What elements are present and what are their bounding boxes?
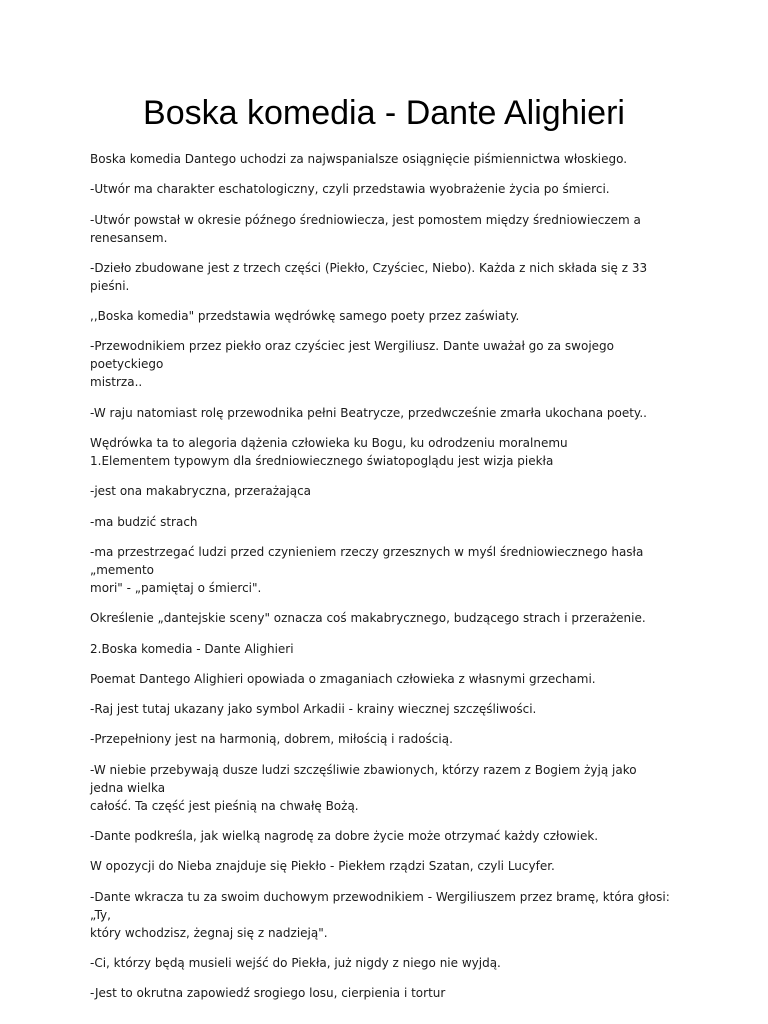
paragraph: -Utwór ma charakter eschatologiczny, czyli przedstawia wyobrażenie życia po śmierci. [90,182,610,197]
paragraph: -Ci, którzy będą musieli wejść do Piekła, już nigdy z niego nie wyjdą. [90,955,501,970]
paragraph: Wędrówka ta to alegoria dążenia człowieka ku Bogu, ku odrodzeniu moralnemu [90,436,568,451]
document-body [90,150,670,1015]
paragraph: -Dante podkreśla, jak wielką nagrodę za dobre życie może otrzymać każdy człowiek. [90,829,599,844]
paragraph: -W raju natomiast rolę przewodnika pełni Beatrycze, przedwcześnie zmarła ukochana poety.. [90,405,647,420]
paragraph: -Dzieło zbudowane jest z trzech części (Piekło, Czyściec, Niebo). Każda z nich składa się z 33 pieśni. [90,260,648,293]
paragraph: 1.Elementem typowym dla średniowiecznego światopoglądu jest wizja piekła [90,454,554,469]
paragraph: -Raj jest tutaj ukazany jako symbol Arkadii - krainy wiecznej szczęśliwości. [90,702,537,717]
paragraph: -Jest to okrutna zapowiedź srogiego losu, cierpienia i tortur [90,986,446,1001]
paragraph: -Przepełniony jest na harmonią, dobrem, miłością i radością. [90,732,453,747]
document-title: Boska komedia - Dante Alighieri [143,94,625,132]
paragraph: Boska komedia Dantego uchodzi za najwspanialsze osiągnięcie piśmiennictwa włoskiego. [90,152,628,166]
paragraph: Poemat Dantego Alighieri opowiada o zmaganiach człowieka z własnymi grzechami. [90,671,596,686]
paragraph: -Dante wkracza tu za swoim duchowym przewodnikiem - Wergiliuszem przez bramę, która głosi: „Ty, który wchodzisz, żegnaj się z nadzieją". [90,889,670,940]
paragraph: -ma budzić strach [90,514,198,529]
paragraph: ,,Boska komedia" przedstawia wędrówkę samego poety przez zaświaty. [90,309,520,324]
paragraph: -Przewodnikiem przez piekło oraz czyściec jest Wergiliusz. Dante uważał go za swojego poetyckiego mistrza.. [90,339,615,390]
paragraph: -jest ona makabryczna, przerażająca [90,484,312,499]
paragraph: -W niebie przebywają dusze ludzi szczęśliwie zbawionych, którzy razem z Bogiem żyją jako jedna wielka całość. Ta część jest pieśnią na chwałę Bożą. [90,762,637,813]
paragraph: 2.Boska komedia - Dante Alighieri [90,641,294,656]
paragraph: Określenie „dantejskie sceny" oznacza coś makabrycznego, budzącego strach i przerażenie. [90,611,646,626]
paragraph: -Utwór powstał w okresie późnego średniowiecza, jest pomostem między średniowieczem a renesansem. [90,212,641,245]
paragraph: -ma przestrzegać ludzi przed czynieniem rzeczy grzesznych w myśl średniowiecznego hasła „memento mori" - „pamiętaj o śmierci". [90,544,644,595]
paragraph: W opozycji do Nieba znajduje się Piekło - Piekłem rządzi Szatan, czyli Lucyfer. [90,859,555,874]
